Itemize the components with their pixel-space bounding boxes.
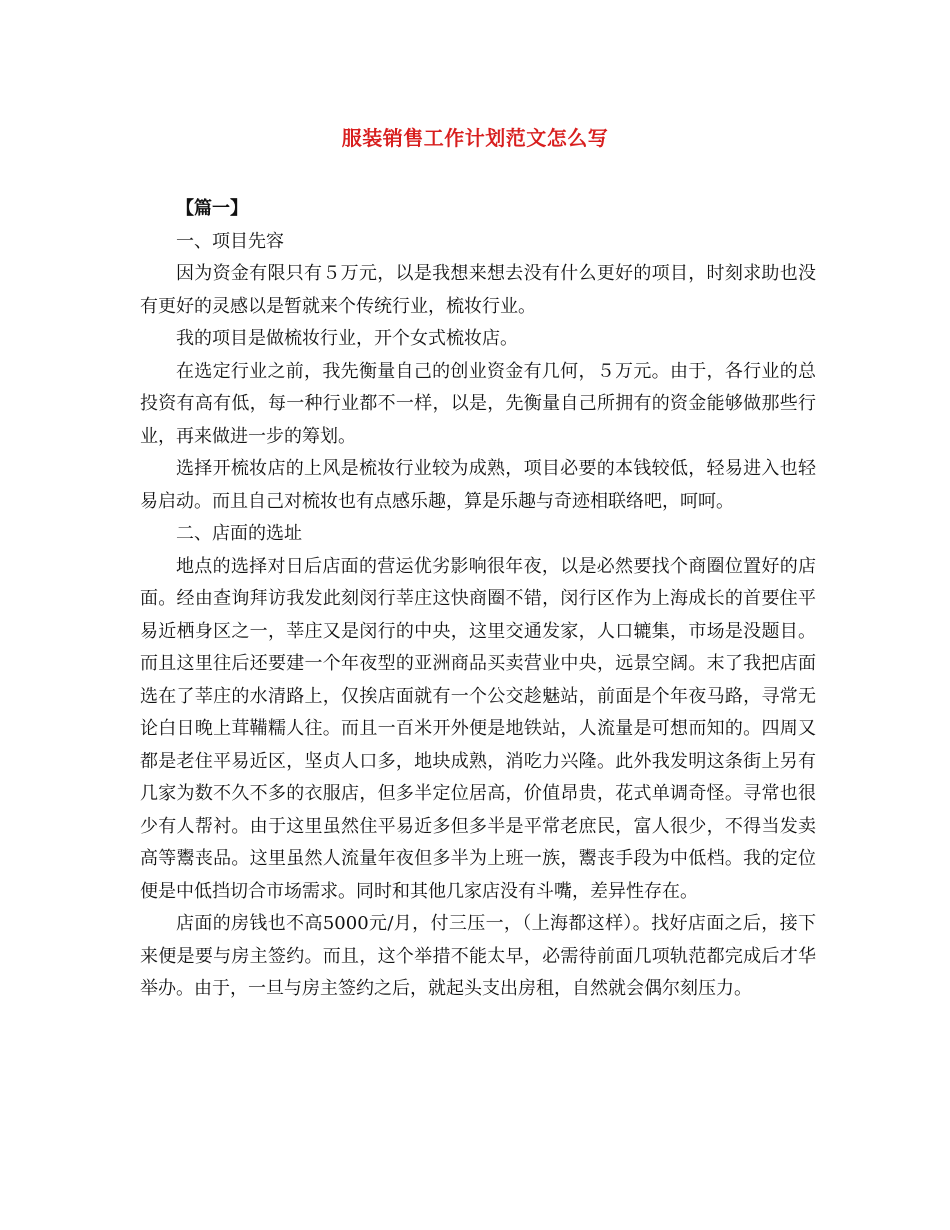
- subheading: 一、项目先容: [176, 230, 284, 252]
- paragraph: 店面的房钱也不高5000元/月，付三压一，（上海都这样）。找好店面之后，接下来便是要与房主签约。而且，这个举措不能太早，必需待前面几项轨范都完成后才华举办。由于，一旦与房主签约之后，就起头支出房租，自然就会偶尔刻压力。: [140, 913, 816, 999]
- section-heading: 【篇一】: [176, 198, 248, 219]
- paragraph: 在选定行业之前，我先衡量自己的创业资金有几何，５万元。由于，各行业的总投资有高有低，每一种行业都不一样，以是，先衡量自己所拥有的资金能够做那些行业，再来做进一步的筹划。: [140, 360, 816, 447]
- paragraph: 选择开梳妆店的上风是梳妆行业较为成熟，项目必要的本钱较低，轻易进入也轻易启动。而且自己对梳妆也有点感乐趣，算是乐趣与奇迹相联络吧，呵呵。: [140, 458, 816, 512]
- paragraph: 因为资金有限只有５万元，以是我想来想去没有什么更好的项目，时刻求助也没有更好的灵感以是暂就来个传统行业，梳妆行业。: [140, 263, 816, 317]
- subheading: 二、店面的选址: [176, 523, 302, 544]
- paragraph: 地点的选择对日后店面的营运优劣影响很年夜，以是必然要找个商圈位置好的店面。经由查询拜访我发此刻闵行莘庄这快商圈不错，闵行区作为上海成长的首要住平易近栖身区之一，莘庄又是闵行的中央，这里交通发家，人口辘集，市场是没题目。而且这里往后还要建一个年夜型的亚洲商品买卖营业中央，远景空阔。末了我把店面选在了莘庄的水清路上，仅挨店面就有一个公交趁魅站，前面是个年夜马路，寻常无论白日晚上茸鞴糯人往。而且一百米开外便是地铁站，人流量是可想而知的。四周又都是老住平易近区，坚贞人口多，地块成熟，消吃力兴隆。此外我发明这条街上另有几家为数不久不多的衣服店，但多半定位居高，价值昂贵，花式单调奇怪。寻常也很少有人帮衬。由于这里虽然住平易近多但多半是平常老庶民，富人很少，不得当发卖高等鬻丧品。这里虽然人流量年夜但多半为上班一族，鬻丧手段为中低档。我的定位便是中低挡切合市场需求。同时和其他几家店没有斗嘴，差异性存在。: [140, 555, 816, 902]
- document-title: 服装销售工作计划范文怎么写: [341, 126, 609, 150]
- paragraph: 我的项目是做梳妆行业，开个女式梳妆店。: [176, 328, 518, 349]
- document-body: [140, 193, 816, 1006]
